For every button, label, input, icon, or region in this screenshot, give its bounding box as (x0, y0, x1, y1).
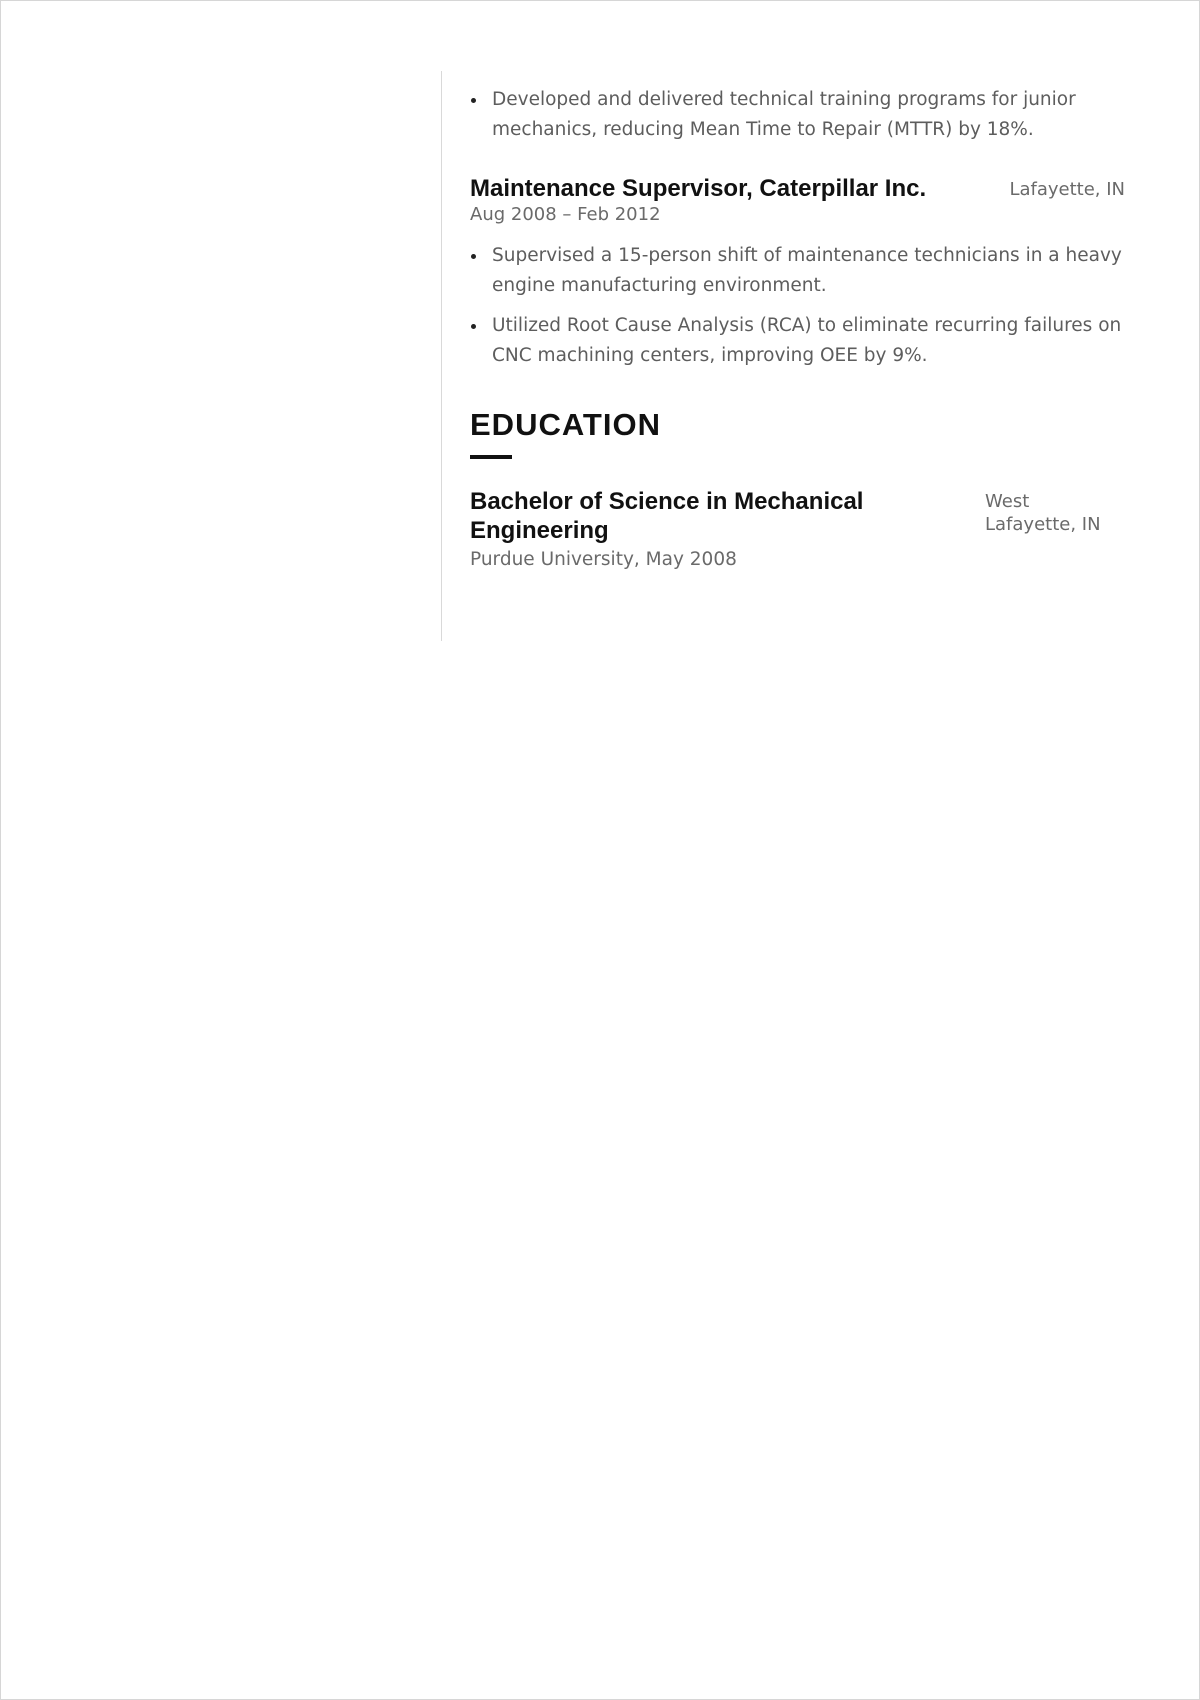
education-header (470, 487, 1125, 545)
job-entry (470, 175, 1125, 371)
job-header (470, 175, 1125, 203)
education-location: West Lafayette, IN (985, 491, 1101, 535)
job-title: Maintenance Supervisor, Caterpillar Inc. (470, 175, 927, 202)
section-heading-education: EDUCATION (470, 407, 661, 442)
section-underline (470, 455, 512, 459)
job-bullets (470, 241, 1125, 371)
bullet-item: Utilized Root Cause Analysis (RCA) to eliminate recurring failures on CNC machining centers, improving OEE by 9%. (470, 311, 1125, 371)
degree-title: Bachelor of Science in Mechanical Engineering (470, 488, 864, 544)
previous-job-bullets (470, 85, 1125, 145)
bullet-item: Developed and delivered technical training programs for junior mechanics, reducing Mean Time to Repair (MTTR) by 18%. (470, 85, 1125, 145)
school-name: Purdue University, May 2008 (470, 549, 737, 570)
bullet-item: Supervised a 15-person shift of maintenance technicians in a heavy engine manufacturing environment. (470, 241, 1125, 301)
job-dates: Aug 2008 – Feb 2012 (470, 204, 661, 225)
column-divider (441, 71, 442, 641)
main-column (470, 85, 1125, 573)
job-location: Lafayette, IN (1009, 179, 1125, 200)
education-entry (470, 487, 1125, 573)
